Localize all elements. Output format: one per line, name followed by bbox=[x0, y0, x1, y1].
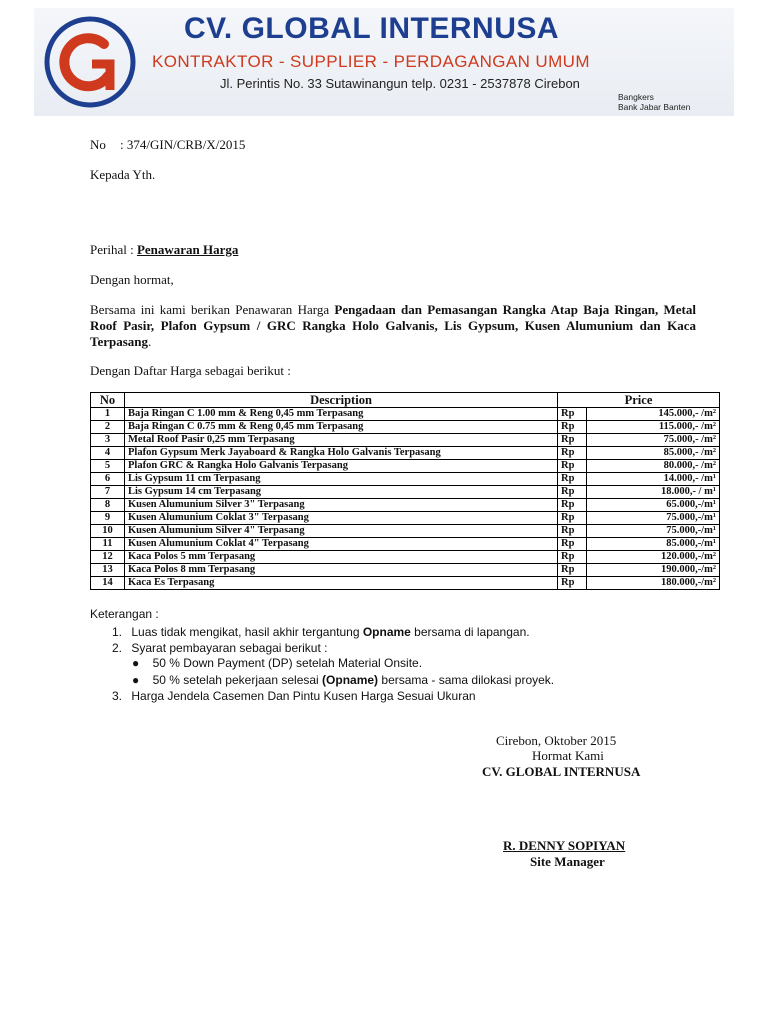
row-number: 3 bbox=[91, 434, 125, 447]
price-list-intro: Dengan Daftar Harga sebagai berikut : bbox=[90, 363, 291, 378]
company-tagline: KONTRAKTOR - SUPPLIER - PERDAGANGAN UMUM bbox=[152, 52, 590, 71]
note-2-number: 2. bbox=[112, 641, 123, 655]
company-logo bbox=[42, 14, 138, 110]
row-number: 1 bbox=[91, 408, 125, 421]
signatory-name: R. DENNY SOPIYAN bbox=[503, 838, 626, 853]
row-price: 18.000,- / m¹ bbox=[587, 486, 720, 499]
row-currency: Rp bbox=[558, 408, 587, 421]
row-currency: Rp bbox=[558, 460, 587, 473]
table-row bbox=[91, 564, 720, 577]
table-header-row bbox=[91, 393, 720, 408]
bankers-label: Bangkers bbox=[618, 92, 654, 102]
row-description: Lis Gypsum 11 cm Terpasang bbox=[125, 473, 558, 486]
note-3 bbox=[112, 688, 476, 704]
recipient: Kepada Yth. bbox=[90, 167, 156, 182]
table-row bbox=[91, 512, 720, 525]
body-bold: Pengadaan dan Pemasangan Rangka Atap Baja Ringan, Metal Roof Pasir, Plafon Gypsum / GRC Rangka Holo Galvanis, Lis Gypsum, Kusen Alumunium dan Kaca Terpasang bbox=[90, 302, 696, 349]
body-intro: Bersama ini kami berikan Penawaran Harga bbox=[90, 302, 335, 317]
bullet-2-bold: (Opname) bbox=[322, 673, 379, 687]
row-number: 14 bbox=[91, 577, 125, 590]
note-2 bbox=[112, 640, 328, 656]
body-paragraph bbox=[90, 302, 696, 350]
signatory-title: Site Manager bbox=[530, 854, 605, 869]
body-end: . bbox=[148, 334, 152, 349]
bullet-1-text: 50 % Down Payment (DP) setelah Material Onsite. bbox=[152, 656, 423, 670]
price-table bbox=[90, 392, 720, 590]
row-number: 10 bbox=[91, 525, 125, 538]
row-price: 115.000,- /m² bbox=[587, 421, 720, 434]
row-number: 5 bbox=[91, 460, 125, 473]
table-row bbox=[91, 447, 720, 460]
row-number: 6 bbox=[91, 473, 125, 486]
price-table-body bbox=[91, 408, 720, 590]
table-row bbox=[91, 577, 720, 590]
table-row bbox=[91, 551, 720, 564]
header-description: Description bbox=[125, 393, 558, 408]
note-2-text: Syarat pembayaran sebagai berikut : bbox=[131, 641, 328, 655]
subject-text: Penawaran Harga bbox=[136, 242, 239, 257]
table-row bbox=[91, 408, 720, 421]
row-price: 75.000,-/m¹ bbox=[587, 512, 720, 525]
row-price: 14.000,- /m¹ bbox=[587, 473, 720, 486]
notes-title: Keterangan : bbox=[90, 607, 159, 621]
note-3-text: Harga Jendela Casemen Dan Pintu Kusen Harga Sesuai Ukuran bbox=[131, 689, 476, 703]
header-no: No bbox=[91, 393, 125, 408]
row-description: Kaca Es Terpasang bbox=[125, 577, 558, 590]
row-description: Lis Gypsum 14 cm Terpasang bbox=[125, 486, 558, 499]
row-description: Plafon GRC & Rangka Holo Galvanis Terpasang bbox=[125, 460, 558, 473]
note-2-bullet-1 bbox=[132, 655, 423, 671]
row-currency: Rp bbox=[558, 447, 587, 460]
row-currency: Rp bbox=[558, 538, 587, 551]
note-3-number: 3. bbox=[112, 689, 123, 703]
row-price: 75.000,-/m¹ bbox=[587, 525, 720, 538]
company-name: CV. GLOBAL INTERNUSA bbox=[184, 12, 560, 45]
table-row bbox=[91, 538, 720, 551]
row-price: 180.000,-/m² bbox=[587, 577, 720, 590]
row-price: 80.000,- /m² bbox=[587, 460, 720, 473]
row-description: Kusen Alumunium Silver 4" Terpasang bbox=[125, 525, 558, 538]
note-1-number: 1. bbox=[112, 625, 123, 639]
company-address: Jl. Perintis No. 33 Sutawinangun telp. 0231 - 2537878 Cirebon bbox=[220, 76, 580, 91]
row-number: 2 bbox=[91, 421, 125, 434]
row-description: Plafon Gypsum Merk Jayaboard & Rangka Holo Galvanis Terpasang bbox=[125, 447, 558, 460]
bullet-icon: ● bbox=[132, 656, 140, 670]
row-description: Metal Roof Pasir 0,25 mm Terpasang bbox=[125, 434, 558, 447]
note-1 bbox=[112, 624, 530, 640]
row-currency: Rp bbox=[558, 551, 587, 564]
row-number: 9 bbox=[91, 512, 125, 525]
row-currency: Rp bbox=[558, 564, 587, 577]
row-description: Baja Ringan C 1.00 mm & Reng 0,45 mm Terpasang bbox=[125, 408, 558, 421]
subject-line bbox=[90, 242, 238, 258]
row-price: 65.000,-/m¹ bbox=[587, 499, 720, 512]
bullet-icon: ● bbox=[132, 673, 140, 687]
place-date: Cirebon, Oktober 2015 bbox=[496, 733, 617, 748]
row-price: 145.000,- /m² bbox=[587, 408, 720, 421]
header-price: Price bbox=[558, 393, 720, 408]
row-number: 8 bbox=[91, 499, 125, 512]
row-number: 13 bbox=[91, 564, 125, 577]
row-description: Kusen Alumunium Coklat 3" Terpasang bbox=[125, 512, 558, 525]
table-row bbox=[91, 525, 720, 538]
row-number: 4 bbox=[91, 447, 125, 460]
row-description: Baja Ringan C 0.75 mm & Reng 0,45 mm Terpasang bbox=[125, 421, 558, 434]
row-currency: Rp bbox=[558, 577, 587, 590]
row-price: 85.000,- /m² bbox=[587, 447, 720, 460]
letterhead bbox=[34, 8, 734, 116]
bankers-info bbox=[618, 92, 690, 112]
row-number: 11 bbox=[91, 538, 125, 551]
row-currency: Rp bbox=[558, 421, 587, 434]
table-row bbox=[91, 473, 720, 486]
row-currency: Rp bbox=[558, 525, 587, 538]
row-description: Kaca Polos 8 mm Terpasang bbox=[125, 564, 558, 577]
row-currency: Rp bbox=[558, 434, 587, 447]
note-1-text: Luas tidak mengikat, hasil akhir tergantung bbox=[131, 625, 363, 639]
note-1-end: bersama di lapangan. bbox=[410, 625, 530, 639]
row-currency: Rp bbox=[558, 512, 587, 525]
bullet-2-text: 50 % setelah pekerjaan selesai bbox=[152, 673, 323, 687]
bullet-2-end: bersama - sama dilokasi proyek. bbox=[378, 673, 555, 687]
table-row bbox=[91, 434, 720, 447]
letter-number-label: No bbox=[90, 137, 106, 152]
row-description: Kusen Alumunium Coklat 4" Terpasang bbox=[125, 538, 558, 551]
row-currency: Rp bbox=[558, 486, 587, 499]
greeting: Dengan hormat, bbox=[90, 272, 174, 287]
note-2-bullet-2 bbox=[132, 672, 555, 688]
row-currency: Rp bbox=[558, 499, 587, 512]
table-row bbox=[91, 421, 720, 434]
row-price: 190.000,-/m² bbox=[587, 564, 720, 577]
letter-number-value: : 374/GIN/CRB/X/2015 bbox=[120, 137, 246, 152]
signature-company: CV. GLOBAL INTERNUSA bbox=[482, 764, 641, 779]
row-number: 12 bbox=[91, 551, 125, 564]
bank-name: Bank Jabar Banten bbox=[618, 102, 691, 112]
row-description: Kaca Polos 5 mm Terpasang bbox=[125, 551, 558, 564]
row-currency: Rp bbox=[558, 473, 587, 486]
regards: Hormat Kami bbox=[532, 748, 604, 763]
row-price: 85.000,-/m¹ bbox=[587, 538, 720, 551]
table-row bbox=[91, 499, 720, 512]
row-description: Kusen Alumunium Silver 3" Terpasang bbox=[125, 499, 558, 512]
row-price: 120.000,-/m² bbox=[587, 551, 720, 564]
subject-label: Perihal : bbox=[90, 242, 134, 257]
row-price: 75.000,- /m² bbox=[587, 434, 720, 447]
note-1-bold: Opname bbox=[362, 625, 411, 639]
row-number: 7 bbox=[91, 486, 125, 499]
table-row bbox=[91, 486, 720, 499]
letter-number bbox=[90, 137, 246, 153]
table-row bbox=[91, 460, 720, 473]
